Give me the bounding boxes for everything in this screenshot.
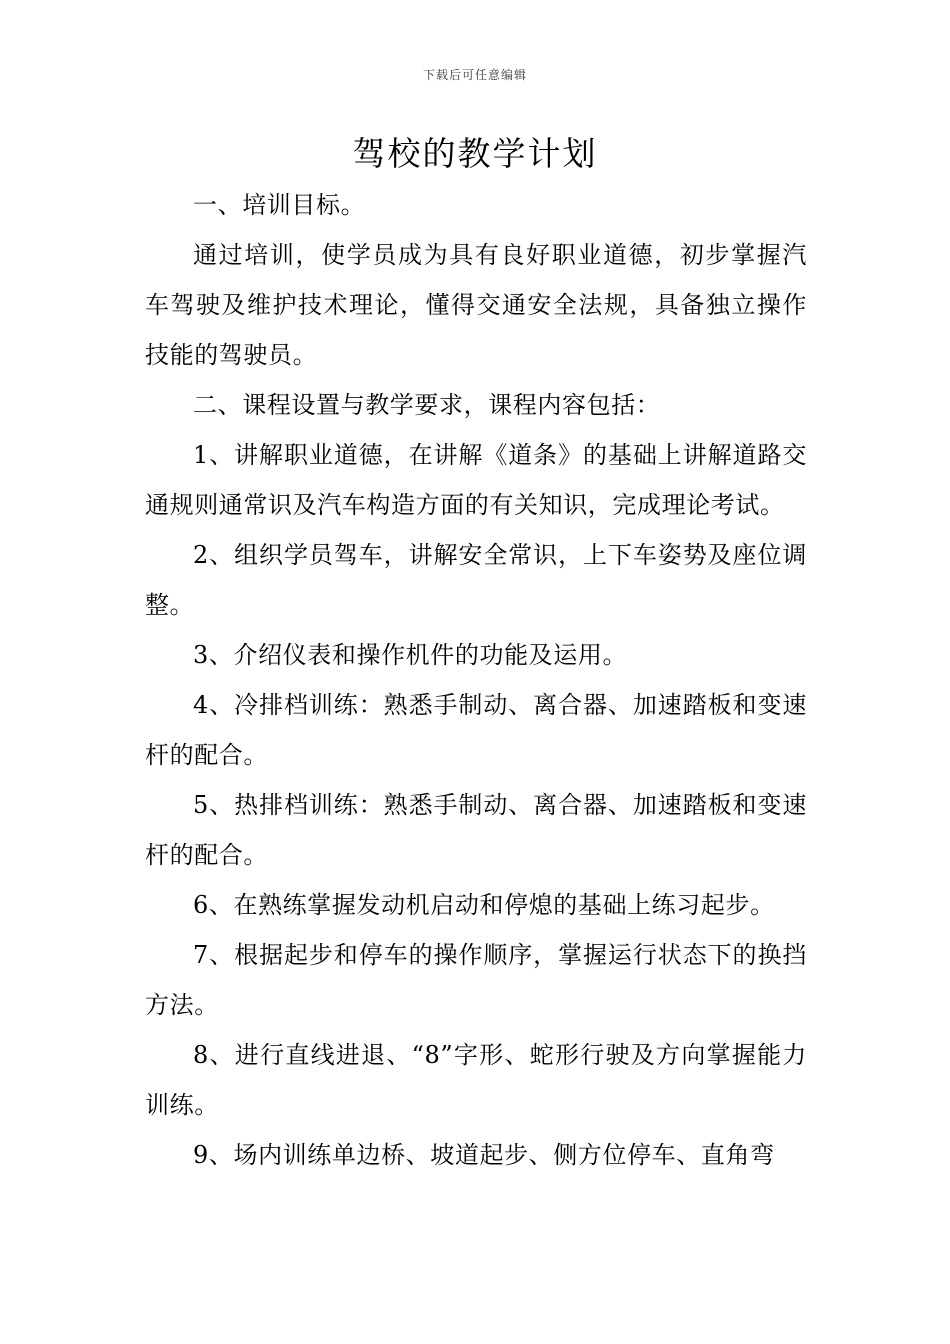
list-item: 1、讲解职业道德，在讲解《道条》的基础上讲解道路交通规则通常识及汽车构造方面的有关知识，完成理论考试。 [145,441,807,519]
list-item: 4、冷排档训练：熟悉手制动、离合器、加速踏板和变速杆的配合。 [145,691,807,769]
list-item: 2、组织学员驾车，讲解安全常识，上下车姿势及座位调整。 [145,541,807,619]
section-heading-1: 一、培训目标。 [193,191,366,219]
header-note: 下载后可任意编辑 [422,68,527,82]
paragraph: 通过培训，使学员成为具有良好职业道德，初步掌握汽车驾驶及维护技术理论，懂得交通安全法规，具备独立操作技能的驾驶员。 [145,241,807,369]
list-item: 7、根据起步和停车的操作顺序，掌握运行状态下的换挡方法。 [145,941,807,1019]
section-heading-2: 二、课程设置与教学要求，课程内容包括： [193,391,661,419]
list-item: 9、场内训练单边桥、坡道起步、侧方位停车、直角弯 [193,1141,775,1169]
document-body [145,180,807,1180]
list-item: 5、热排档训练：熟悉手制动、离合器、加速踏板和变速杆的配合。 [145,791,807,869]
list-item: 8、进行直线进退、“8”字形、蛇形行驶及方向掌握能力训练。 [145,1041,807,1119]
list-item: 6、在熟练掌握发动机启动和停熄的基础上练习起步。 [193,891,775,919]
list-item: 3、介绍仪表和操作机件的功能及运用。 [193,641,628,669]
document-title: 驾校的教学计划 [352,134,598,173]
